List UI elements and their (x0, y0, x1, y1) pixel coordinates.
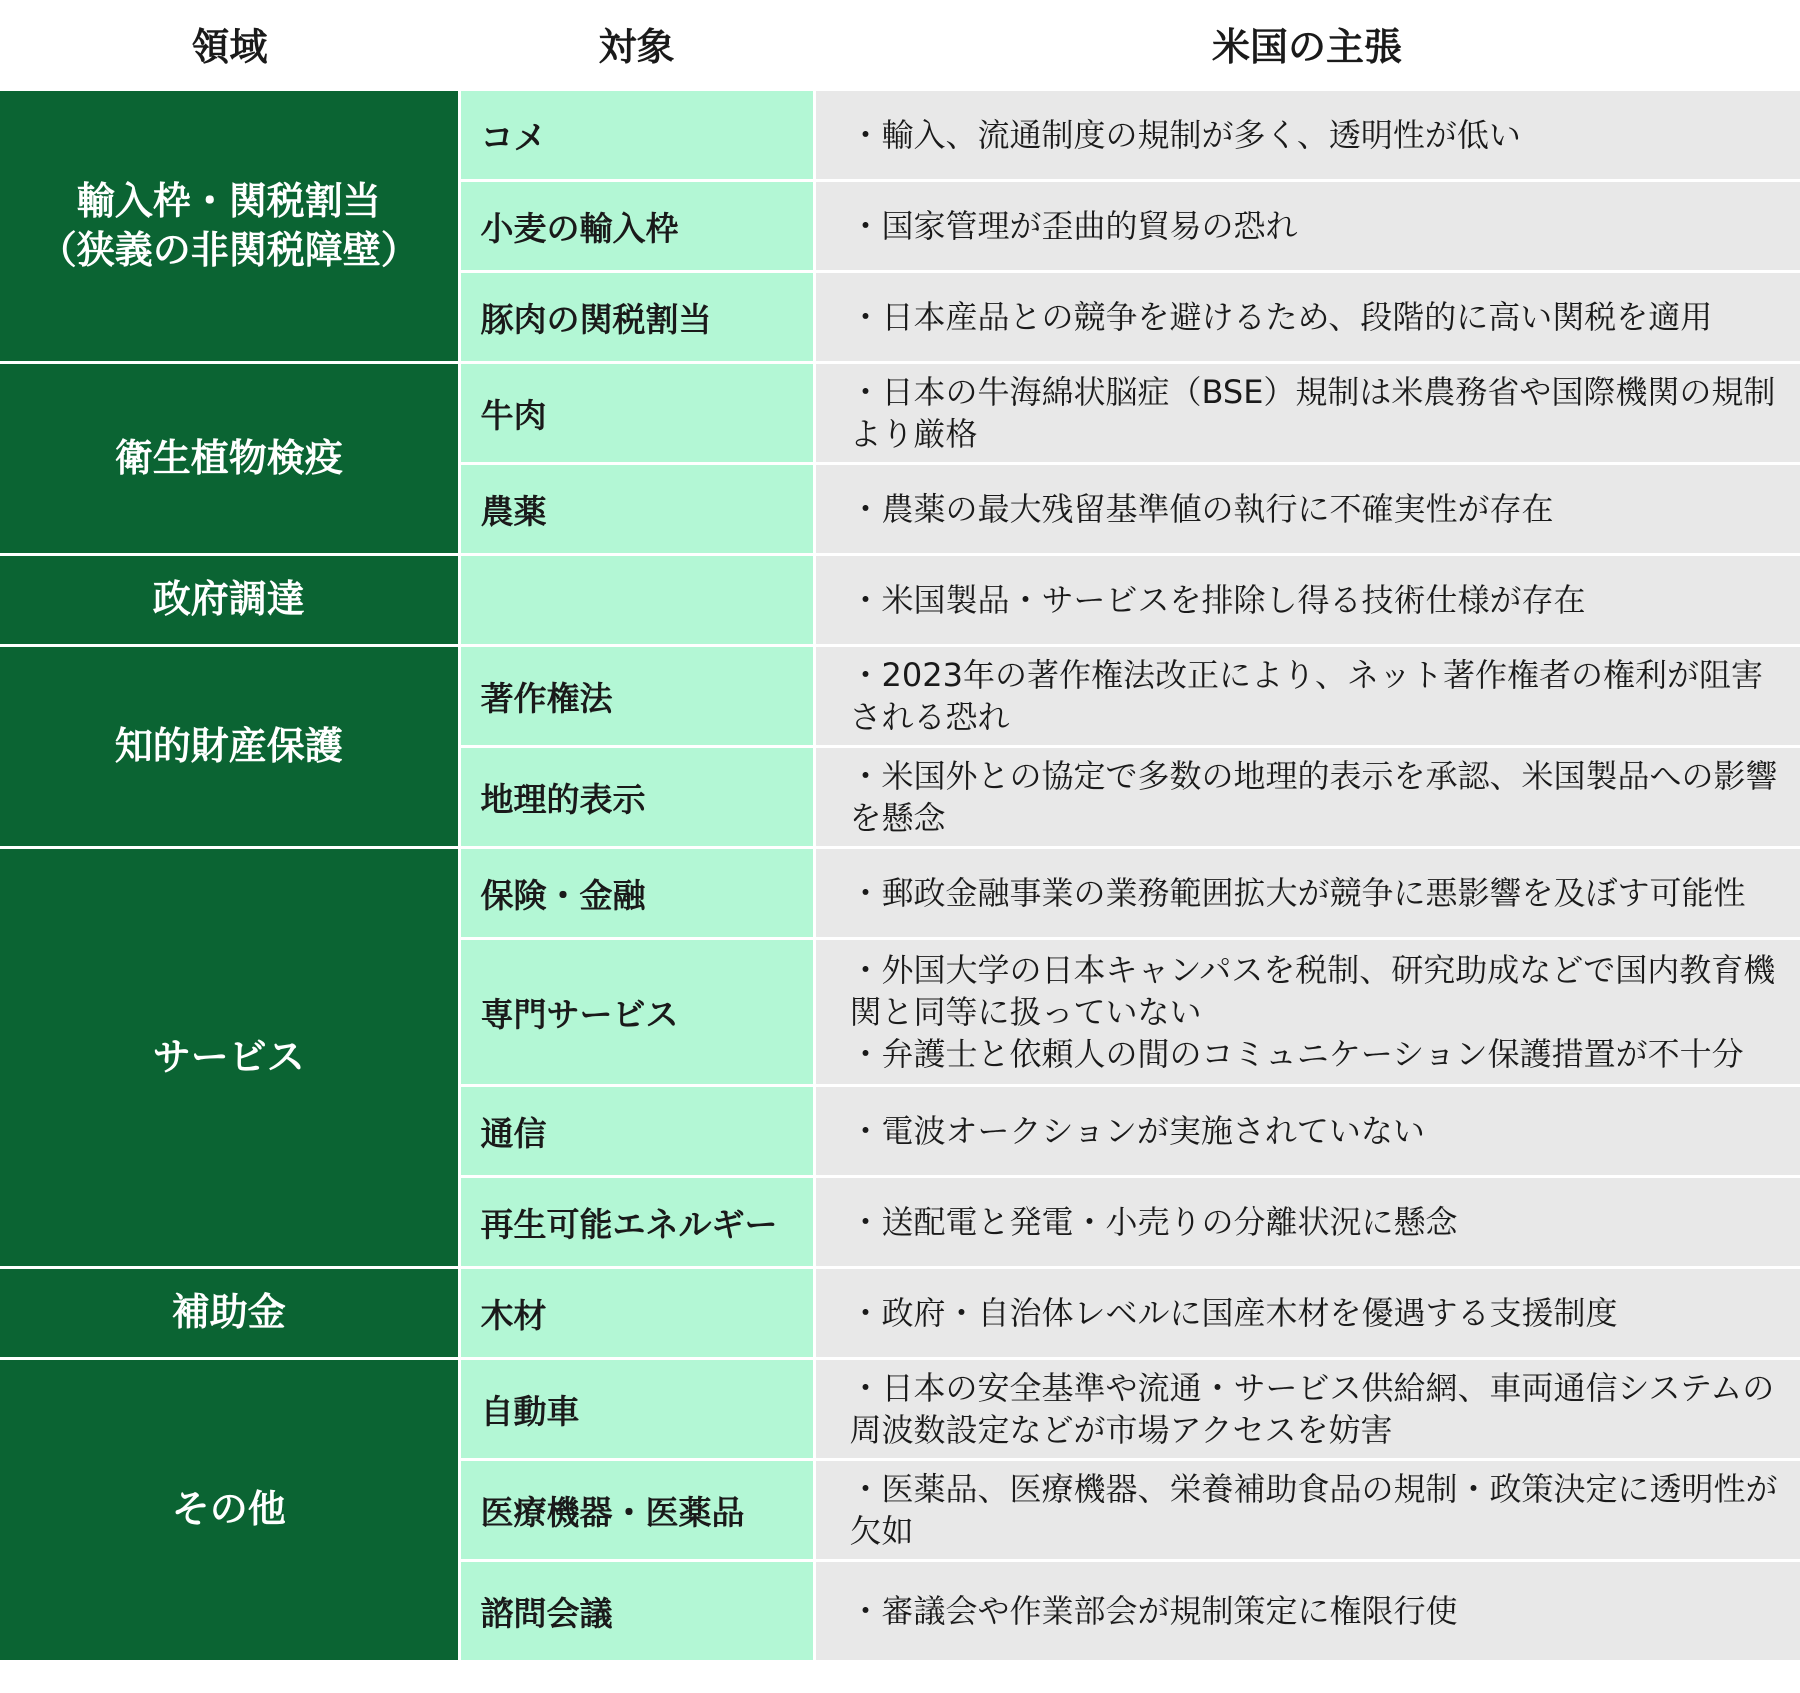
claim-cell (814, 90, 1800, 181)
table-row (0, 848, 1800, 939)
table-row (0, 555, 1800, 646)
table-row (0, 1359, 1800, 1460)
target-cell: 再生可能エネルギー (459, 1177, 814, 1268)
claim-cell (814, 939, 1800, 1086)
claim-cell (814, 747, 1800, 848)
claim-text: ・輸入、流通制度の規制が多く、透明性が低い (849, 115, 1521, 154)
target-cell: 農薬 (459, 464, 814, 555)
claim-cell (814, 1086, 1800, 1177)
target-cell: 著作権法 (459, 646, 814, 747)
claim-text: ・電波オークションが実施されていない (849, 1111, 1425, 1150)
target-cell: 通信 (459, 1086, 814, 1177)
target-cell: 諮問会議 (459, 1561, 814, 1662)
claim-text: ・政府・自治体レベルに国産木材を優遇する支援制度 (849, 1293, 1618, 1332)
area-cell-import-quota (0, 90, 459, 363)
claim-text: ・外国大学の日本キャンパスを税制、研究助成などで国内教育機関と同等に扱っていない (849, 950, 1776, 1031)
area-cell-ip: 知的財産保護 (0, 646, 459, 848)
target-cell: 小麦の輸入枠 (459, 181, 814, 272)
header-row (0, 0, 1800, 90)
table-row (0, 1268, 1800, 1359)
claim-text: ・米国製品・サービスを排除し得る技術仕様が存在 (849, 580, 1586, 619)
area-cell-procurement: 政府調達 (0, 555, 459, 646)
target-cell: 自動車 (459, 1359, 814, 1460)
target-cell: 木材 (459, 1268, 814, 1359)
claim-cell (814, 848, 1800, 939)
target-cell: 医療機器・医薬品 (459, 1460, 814, 1561)
target-cell: 豚肉の関税割当 (459, 272, 814, 363)
area-cell-other: その他 (0, 1359, 459, 1662)
target-cell: 牛肉 (459, 363, 814, 464)
claim-cell (814, 272, 1800, 363)
claim-text: ・日本の牛海綿状脳症（BSE）規制は米農務省や国際機関の規制より厳格 (849, 372, 1776, 453)
claim-text: ・国家管理が歪曲的貿易の恐れ (849, 206, 1298, 245)
header-target: 対象 (459, 0, 814, 90)
target-cell: コメ (459, 90, 814, 181)
claim-cell (814, 1268, 1800, 1359)
claim-text: ・送配電と発電・小売りの分離状況に懸念 (849, 1202, 1458, 1241)
area-cell-subsidies: 補助金 (0, 1268, 459, 1359)
claim-text: ・日本産品との競争を避けるため、段階的に高い関税を適用 (849, 297, 1713, 336)
target-cell: 地理的表示 (459, 747, 814, 848)
claim-cell (814, 1561, 1800, 1662)
claim-cell (814, 363, 1800, 464)
claim-text: ・米国外との協定で多数の地理的表示を承認、米国製品への影響を懸念 (849, 756, 1778, 837)
claim-text: ・弁護士と依頼人の間のコミュニケーション保護措置が不十分 (849, 1035, 1744, 1074)
claim-text: ・日本の安全基準や流通・サービス供給網、車両通信システムの周波数設定などが市場アクセスを妨害 (849, 1368, 1775, 1449)
claim-cell (814, 181, 1800, 272)
target-cell: 専門サービス (459, 939, 814, 1086)
target-cell (459, 555, 814, 646)
claim-cell (814, 1460, 1800, 1561)
target-cell: 保険・金融 (459, 848, 814, 939)
claim-cell (814, 646, 1800, 747)
claim-text: ・郵政金融事業の業務範囲拡大が競争に悪影響を及ぼす可能性 (849, 873, 1746, 912)
table-row (0, 90, 1800, 181)
claim-cell (814, 464, 1800, 555)
claim-cell (814, 1177, 1800, 1268)
area-label-line-1: 輸入枠・関税割当 (76, 178, 381, 223)
area-label-line-2: （狭義の非関税障壁） (38, 228, 419, 272)
claim-cell (814, 1359, 1800, 1460)
area-cell-services: サービス (0, 848, 459, 1268)
area-cell-sps: 衛生植物検疫 (0, 363, 459, 555)
claim-text: ・農薬の最大残留基準値の執行に不確実性が存在 (849, 489, 1554, 528)
claim-cell (814, 555, 1800, 646)
header-claim: 米国の主張 (814, 0, 1800, 90)
claim-text: ・審議会や作業部会が規制策定に権限行使 (849, 1591, 1458, 1630)
table-row (0, 363, 1800, 464)
claim-text: ・2023年の著作権法改正により、ネット著作権者の権利が阻害される恐れ (849, 655, 1763, 736)
claim-text: ・医薬品、医療機器、栄養補助食品の規制・政策決定に透明性が欠如 (849, 1469, 1778, 1550)
header-area: 領域 (0, 0, 459, 90)
table-row (0, 646, 1800, 747)
